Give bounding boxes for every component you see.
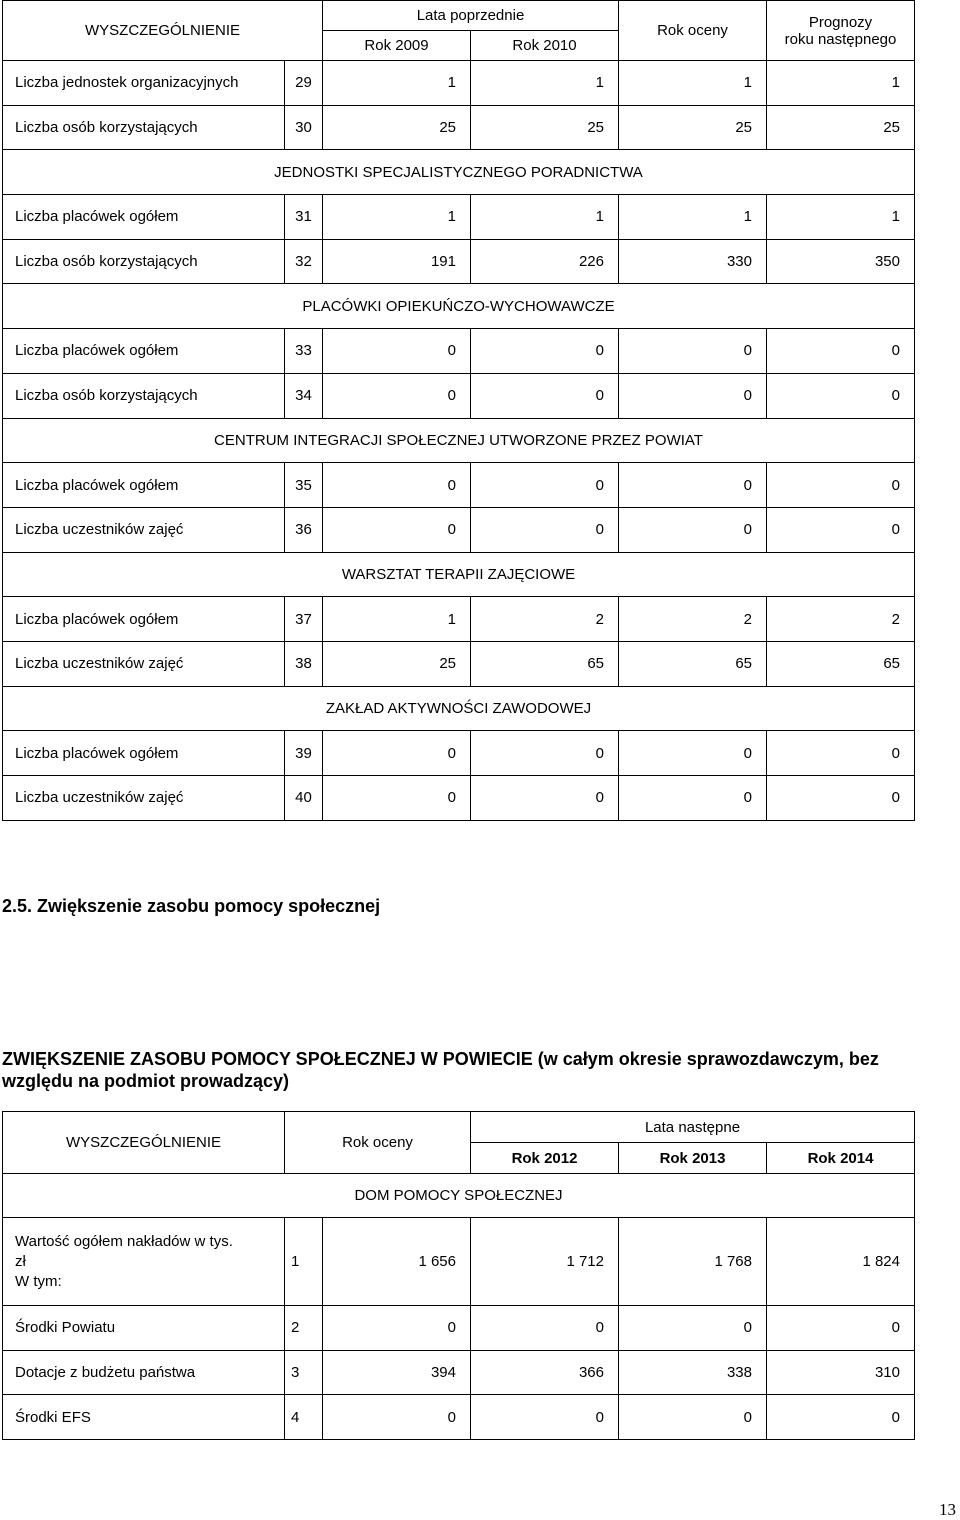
row-lp: 38: [285, 641, 323, 686]
row-label: [3, 1218, 285, 1306]
table-row: [3, 463, 915, 508]
table-row: [3, 507, 915, 552]
row-label: Liczba placówek ogółem: [3, 731, 285, 776]
value-cell: 0: [471, 373, 619, 418]
value-cell: 1: [323, 597, 471, 642]
value-cell: 0: [619, 731, 767, 776]
value-cell: 191: [323, 239, 471, 284]
value-cell: 25: [767, 105, 915, 150]
row-label-line: Wartość ogółem nakładów w tys.: [15, 1232, 233, 1250]
value-cell: 1 712: [471, 1218, 619, 1306]
value-cell: 1: [471, 61, 619, 106]
value-cell: 0: [767, 463, 915, 508]
value-cell: 0: [471, 1395, 619, 1440]
value-cell: 65: [619, 641, 767, 686]
value-cell: 1: [767, 195, 915, 240]
value-cell: 65: [471, 641, 619, 686]
table-zasoby: [2, 0, 915, 821]
row-lp: 1: [285, 1218, 323, 1306]
value-cell: 0: [767, 1395, 915, 1440]
value-cell: 2: [471, 597, 619, 642]
value-cell: 2: [767, 597, 915, 642]
table-row: [3, 1350, 915, 1395]
section-row: DOM POMOCY SPOŁECZNEJ: [3, 1174, 915, 1218]
value-cell: 350: [767, 239, 915, 284]
value-cell: 25: [471, 105, 619, 150]
value-cell: 0: [323, 1306, 471, 1351]
value-cell: 2: [619, 597, 767, 642]
value-cell: 0: [323, 776, 471, 821]
row-label: Środki EFS: [3, 1395, 285, 1440]
header-rok-2014: Rok 2014: [767, 1143, 915, 1174]
row-lp: 31: [285, 195, 323, 240]
value-cell: 1: [767, 61, 915, 106]
value-cell: 338: [619, 1350, 767, 1395]
value-cell: 0: [619, 1395, 767, 1440]
section-row: [3, 686, 915, 731]
section-row: [3, 284, 915, 329]
table-row: [3, 597, 915, 642]
section-label: JEDNOSTKI SPECJALISTYCZNEGO PORADNICTWA: [3, 150, 915, 195]
value-cell: 1: [471, 195, 619, 240]
row-lp: 33: [285, 329, 323, 374]
value-cell: 25: [323, 641, 471, 686]
row-label: Liczba jednostek organizacyjnych: [3, 61, 285, 106]
header-wyszczegolnienie: WYSZCZEGÓLNIENIE: [3, 1, 323, 61]
value-cell: 0: [619, 329, 767, 374]
value-cell: 25: [619, 105, 767, 150]
row-label: Liczba uczestników zajęć: [3, 507, 285, 552]
table-row: [3, 195, 915, 240]
value-cell: 0: [323, 463, 471, 508]
value-cell: 0: [767, 507, 915, 552]
section-title: 2.5. Zwiększenie zasobu pomocy społecznej: [2, 896, 381, 916]
header-prognozy-line2: roku następnego: [784, 30, 897, 48]
row-label: Liczba uczestników zajęć: [3, 641, 285, 686]
row-label: Liczba placówek ogółem: [3, 195, 285, 240]
row-lp: 40: [285, 776, 323, 821]
header-lata-nastepne: Lata następne: [471, 1112, 915, 1143]
table-row: [3, 731, 915, 776]
value-cell: 0: [767, 776, 915, 821]
value-cell: 0: [471, 731, 619, 776]
row-label: Liczba placówek ogółem: [3, 329, 285, 374]
header-rok-oceny: Rok oceny: [285, 1112, 471, 1174]
row-lp: 35: [285, 463, 323, 508]
value-cell: 0: [323, 1395, 471, 1440]
value-cell: 0: [323, 507, 471, 552]
table-row: [3, 776, 915, 821]
value-cell: 0: [767, 1306, 915, 1351]
row-label: Liczba placówek ogółem: [3, 463, 285, 508]
row-lp: 37: [285, 597, 323, 642]
row-lp: 34: [285, 373, 323, 418]
section-row: [3, 418, 915, 463]
value-cell: 0: [471, 329, 619, 374]
table-row: [3, 641, 915, 686]
row-label: Liczba osób korzystających: [3, 373, 285, 418]
value-cell: 366: [471, 1350, 619, 1395]
value-cell: 330: [619, 239, 767, 284]
section-row: [3, 552, 915, 597]
row-label: Środki Powiatu: [3, 1306, 285, 1351]
value-cell: 1 768: [619, 1218, 767, 1306]
value-cell: 0: [471, 776, 619, 821]
row-label-line: zł: [15, 1252, 26, 1270]
value-cell: 0: [323, 373, 471, 418]
header-rok-2012: Rok 2012: [471, 1143, 619, 1174]
section-label: ZAKŁAD AKTYWNOŚCI ZAWODOWEJ: [3, 686, 915, 731]
page-number: 13: [939, 1500, 956, 1519]
table-row: [3, 1218, 915, 1306]
value-cell: 1 824: [767, 1218, 915, 1306]
row-lp: 30: [285, 105, 323, 150]
section-row: [3, 150, 915, 195]
section-label: WARSZTAT TERAPII ZAJĘCIOWE: [3, 552, 915, 597]
value-cell: 0: [767, 373, 915, 418]
header-prognozy-line1: Prognozy: [808, 13, 873, 31]
table-row: [3, 105, 915, 150]
header-prognozy: [767, 1, 915, 61]
table-row: [3, 329, 915, 374]
table-row: [3, 1395, 915, 1440]
value-cell: 65: [767, 641, 915, 686]
row-lp: 29: [285, 61, 323, 106]
value-cell: 0: [323, 329, 471, 374]
value-cell: 0: [619, 1306, 767, 1351]
value-cell: 310: [767, 1350, 915, 1395]
value-cell: 1: [323, 61, 471, 106]
value-cell: 1 656: [323, 1218, 471, 1306]
row-lp: 2: [285, 1306, 323, 1351]
table-zwiekszenie-zasobu: [2, 1111, 915, 1440]
value-cell: 0: [767, 731, 915, 776]
row-label: Liczba uczestników zajęć: [3, 776, 285, 821]
value-cell: 0: [471, 463, 619, 508]
value-cell: 226: [471, 239, 619, 284]
table-row: [3, 1306, 915, 1351]
row-lp: 32: [285, 239, 323, 284]
header-rok-2010: Rok 2010: [471, 31, 619, 61]
value-cell: 1: [323, 195, 471, 240]
table-row: [3, 373, 915, 418]
value-cell: 0: [619, 373, 767, 418]
table-caption: ZWIĘKSZENIE ZASOBU POMOCY SPOŁECZNEJ W POWIECIE (w całym okresie sprawozdawczym, bez względu na podmiot prowadzący): [2, 1049, 879, 1091]
header-lata-poprzednie: Lata poprzednie: [323, 1, 619, 31]
table-row: [3, 239, 915, 284]
header-wyszczegolnienie: WYSZCZEGÓLNIENIE: [3, 1112, 285, 1174]
value-cell: 1: [619, 61, 767, 106]
row-lp: 36: [285, 507, 323, 552]
row-label: Liczba osób korzystających: [3, 105, 285, 150]
table-row: [3, 61, 915, 106]
header-rok-2009: Rok 2009: [323, 31, 471, 61]
header-rok-2013: Rok 2013: [619, 1143, 767, 1174]
value-cell: 394: [323, 1350, 471, 1395]
value-cell: 0: [471, 1306, 619, 1351]
value-cell: 0: [619, 463, 767, 508]
section-label: PLACÓWKI OPIEKUŃCZO-WYCHOWAWCZE: [3, 284, 915, 329]
row-lp: 39: [285, 731, 323, 776]
value-cell: 0: [471, 507, 619, 552]
table-body: [3, 1218, 915, 1440]
row-lp: 3: [285, 1350, 323, 1395]
section-label: CENTRUM INTEGRACJI SPOŁECZNEJ UTWORZONE PRZEZ POWIAT: [3, 418, 915, 463]
header-rok-oceny: Rok oceny: [619, 1, 767, 61]
table-body: [3, 61, 915, 821]
value-cell: 0: [323, 731, 471, 776]
row-label: Liczba osób korzystających: [3, 239, 285, 284]
row-label: Liczba placówek ogółem: [3, 597, 285, 642]
row-lp: 4: [285, 1395, 323, 1440]
row-label-line: W tym:: [15, 1272, 62, 1290]
value-cell: 25: [323, 105, 471, 150]
value-cell: 0: [619, 776, 767, 821]
value-cell: 0: [767, 329, 915, 374]
value-cell: 1: [619, 195, 767, 240]
row-label: Dotacje z budżetu państwa: [3, 1350, 285, 1395]
value-cell: 0: [619, 507, 767, 552]
